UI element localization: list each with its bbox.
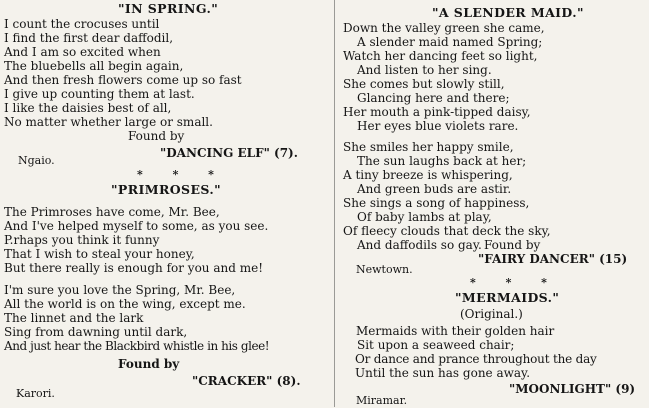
poem-line: I find the first dear daffodil, — [4, 31, 174, 45]
poem-title-in-spring: "IN SPRING." — [118, 1, 219, 16]
poem-line: Sing from dawning until dark, — [4, 325, 188, 339]
poem-line: And listen to her sing. — [357, 63, 492, 77]
poem-line: A slender maid named Spring; — [357, 35, 543, 49]
poem-line: And I've helped myself to some, as you see. — [4, 219, 269, 233]
section-stars: * * * — [470, 276, 560, 289]
poem-line: Down the valley green she came, — [343, 21, 545, 35]
poem-line: That I wish to steal your honey, — [4, 247, 195, 261]
poem-line: The Primroses have come, Mr. Bee, — [4, 205, 220, 219]
poem-line: And just hear the Blackbird whistle in his glee! — [4, 339, 270, 353]
poem-line: No matter whether large or small. — [4, 115, 213, 129]
poem-line: The sun laughs back at her; — [357, 154, 527, 168]
poem-line: Or dance and prance throughout the day — [355, 352, 597, 366]
poem-line: I'm sure you love the Spring, Mr. Bee, — [4, 283, 236, 297]
poem-author: "FAIRY DANCER" (15) — [478, 252, 628, 266]
section-stars: * * * — [137, 168, 227, 181]
poem-line: Of baby lambs at play, — [357, 210, 492, 224]
found-by-label: Found by — [128, 129, 185, 143]
poem-line: And green buds are astir. — [357, 182, 512, 196]
poem-line: Mermaids with their golden hair — [356, 324, 555, 338]
author-place: Karori. — [16, 387, 55, 400]
poem-line: She sings a song of happiness, — [343, 196, 530, 210]
poem-subtitle: (Original.) — [460, 307, 523, 321]
poem-line: Her eyes blue violets rare. — [357, 119, 519, 133]
poem-author: "DANCING ELF" (7). — [160, 146, 298, 160]
poem-line: And I am so excited when — [4, 45, 161, 59]
poem-line: She smiles her happy smile, — [343, 140, 514, 154]
poem-line: I like the daisies best of all, — [4, 101, 172, 115]
poem-line: P.rhaps you think it funny — [4, 233, 160, 247]
poem-author: "MOONLIGHT" (9) — [509, 382, 636, 396]
poem-title-slender-maid: "A SLENDER MAID." — [432, 5, 584, 20]
poem-line: But there really is enough for you and me! — [4, 261, 264, 275]
poem-line: And then fresh flowers come up so fast — [4, 73, 242, 87]
poem-line: The bluebells all begin again, — [4, 59, 184, 73]
poem-line: Sit upon a seaweed chair; — [357, 338, 515, 352]
poem-line: The linnet and the lark — [4, 311, 144, 325]
author-place: Ngaio. — [18, 154, 55, 167]
author-place: Newtown. — [356, 263, 413, 276]
poem-line: I count the crocuses until — [4, 17, 160, 31]
poem-line: And daffodils so gay. — [357, 238, 482, 252]
poem-author: "CRACKER" (8). — [192, 374, 301, 388]
poem-line: She comes but slowly still, — [343, 77, 505, 91]
poem-line: Of fleecy clouds that deck the sky, — [343, 224, 551, 238]
poem-title-mermaids: "MERMAIDS." — [455, 290, 560, 305]
poem-line: Watch her dancing feet so light, — [343, 49, 538, 63]
poem-line: I give up counting them at last. — [4, 87, 195, 101]
author-place: Miramar. — [356, 394, 408, 407]
found-by-label: Found by — [118, 357, 180, 371]
poem-line: Until the sun has gone away. — [355, 366, 531, 380]
column-divider — [334, 0, 335, 407]
poem-line: Glancing here and there; — [357, 91, 510, 105]
poem-line: All the world is on the wing, except me. — [4, 297, 246, 311]
found-by-label: Found by — [484, 238, 541, 252]
poem-line: A tiny breeze is whispering, — [343, 168, 513, 182]
poem-line: Her mouth a pink-tipped daisy, — [343, 105, 531, 119]
poem-title-primroses: "PRIMROSES." — [111, 182, 222, 197]
